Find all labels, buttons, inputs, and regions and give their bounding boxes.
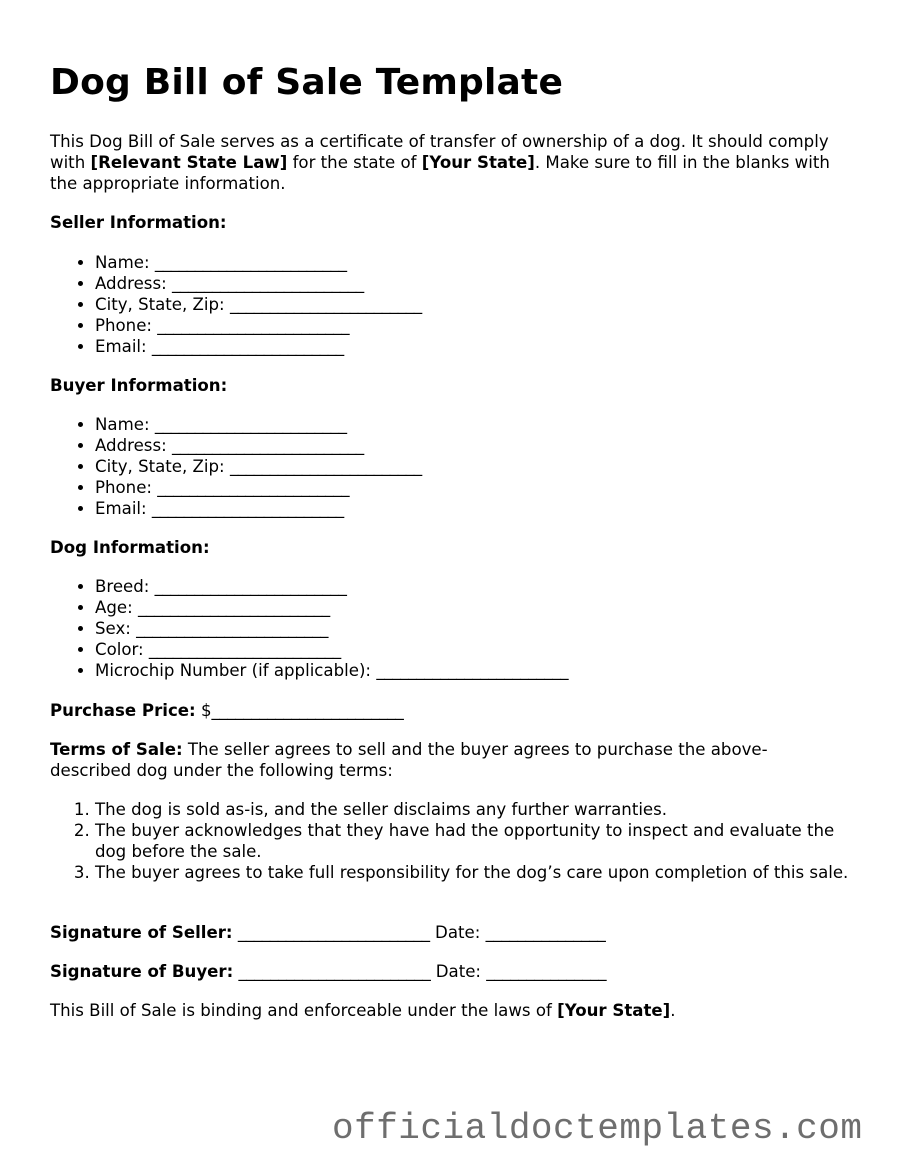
terms-item: 2. The buyer acknowledges that they have had the opportunity to inspect and evaluate the dog before the sale. bbox=[95, 820, 855, 862]
seller-email-field[interactable] bbox=[95, 336, 422, 357]
fill-blank[interactable]: ________________________ bbox=[151, 499, 344, 518]
seller-signature-blank[interactable]: ________________________ bbox=[237, 923, 430, 942]
fill-blank[interactable]: ________________________ bbox=[171, 436, 364, 455]
intro-text-1: This Dog Bill of Sale serves as a certificate of transfer of ownership of a dog. It should comply with bbox=[50, 132, 829, 172]
seller-heading: Seller Information: bbox=[50, 213, 227, 232]
field-label: Age: bbox=[95, 598, 133, 617]
buyer-address-field[interactable] bbox=[95, 435, 422, 456]
intro-paragraph bbox=[50, 131, 860, 194]
fill-blank[interactable]: ________________________ bbox=[137, 598, 330, 617]
dog-sex-field[interactable] bbox=[95, 618, 568, 639]
field-label: City, State, Zip: bbox=[95, 457, 225, 476]
intro-text-2: for the state of bbox=[287, 153, 422, 172]
intro-text-3: . Make sure to fill in the blanks with the appropriate information. bbox=[50, 153, 830, 193]
dog-fields-list bbox=[50, 576, 568, 681]
watermark-text: officialdoctemplates.com bbox=[332, 1108, 863, 1149]
fill-blank[interactable]: ________________________ bbox=[154, 415, 347, 434]
fill-blank[interactable]: ________________________ bbox=[229, 295, 422, 314]
fill-blank[interactable]: ________________________ bbox=[148, 640, 341, 659]
field-label: Sex: bbox=[95, 619, 131, 638]
seller-signature-line bbox=[50, 922, 606, 943]
field-label: Name: bbox=[95, 415, 150, 434]
fill-blank[interactable]: ________________________ bbox=[157, 316, 350, 335]
relevant-state-law-placeholder: [Relevant State Law] bbox=[90, 153, 288, 172]
purchase-price-line bbox=[50, 700, 403, 721]
field-label: Phone: bbox=[95, 478, 152, 497]
terms-item: 3. The buyer agrees to take full responsibility for the dog’s care upon completion of this sale. bbox=[95, 862, 855, 883]
seller-signature-label: Signature of Seller: bbox=[50, 923, 233, 942]
field-label: Address: bbox=[95, 274, 167, 293]
field-label: Breed: bbox=[95, 577, 150, 596]
seller-date-label: Date: bbox=[435, 923, 481, 942]
closing-period: . bbox=[670, 1001, 676, 1020]
terms-item: 1. The dog is sold as-is, and the seller disclaims any further warranties. bbox=[95, 799, 855, 820]
fill-blank[interactable]: ________________________ bbox=[376, 661, 569, 680]
fill-blank[interactable]: ________________________ bbox=[157, 478, 350, 497]
field-label: Email: bbox=[95, 499, 147, 518]
document-title: Dog Bill of Sale Template bbox=[50, 62, 564, 103]
seller-fields-list bbox=[50, 252, 422, 357]
buyer-phone-field[interactable] bbox=[95, 477, 422, 498]
buyer-name-field[interactable] bbox=[95, 414, 422, 435]
fill-blank[interactable]: ________________________ bbox=[229, 457, 422, 476]
closing-statement bbox=[50, 1000, 676, 1021]
buyer-city-state-zip-field[interactable] bbox=[95, 456, 422, 477]
dog-breed-field[interactable] bbox=[95, 576, 568, 597]
buyer-date-blank[interactable]: _______________ bbox=[486, 962, 607, 981]
seller-date-blank[interactable]: _______________ bbox=[485, 923, 606, 942]
field-label: Email: bbox=[95, 337, 147, 356]
field-label: Color: bbox=[95, 640, 144, 659]
dog-heading: Dog Information: bbox=[50, 538, 210, 557]
buyer-heading: Buyer Information: bbox=[50, 376, 228, 395]
dog-color-field[interactable] bbox=[95, 639, 568, 660]
fill-blank[interactable]: ________________________ bbox=[154, 577, 347, 596]
buyer-date-label: Date: bbox=[435, 962, 482, 981]
field-label: Address: bbox=[95, 436, 167, 455]
dog-age-field[interactable] bbox=[95, 597, 568, 618]
your-state-placeholder: [Your State] bbox=[421, 153, 535, 172]
terms-list bbox=[50, 799, 855, 883]
seller-city-state-zip-field[interactable] bbox=[95, 294, 422, 315]
buyer-signature-line bbox=[50, 961, 606, 982]
buyer-signature-label: Signature of Buyer: bbox=[50, 962, 234, 981]
field-label: Name: bbox=[95, 253, 150, 272]
fill-blank[interactable]: ________________________ bbox=[154, 253, 347, 272]
closing-state-placeholder: [Your State] bbox=[557, 1001, 671, 1020]
buyer-signature-blank[interactable]: ________________________ bbox=[238, 962, 431, 981]
terms-paragraph bbox=[50, 739, 840, 781]
terms-label: Terms of Sale: bbox=[50, 740, 183, 759]
field-label: Phone: bbox=[95, 316, 152, 335]
buyer-email-field[interactable] bbox=[95, 498, 422, 519]
field-label: Microchip Number (if applicable): bbox=[95, 661, 372, 680]
purchase-price-label: Purchase Price: bbox=[50, 701, 196, 720]
seller-address-field[interactable] bbox=[95, 273, 422, 294]
fill-blank[interactable]: ________________________ bbox=[136, 619, 329, 638]
purchase-price-blank[interactable]: ________________________ bbox=[211, 701, 404, 720]
terms-text: The seller agrees to sell and the buyer agrees to purchase the above-described dog under the following terms: bbox=[50, 740, 768, 780]
field-label: City, State, Zip: bbox=[95, 295, 225, 314]
currency-symbol: $ bbox=[200, 701, 212, 720]
closing-text: This Bill of Sale is binding and enforceable under the laws of bbox=[50, 1001, 558, 1020]
fill-blank[interactable]: ________________________ bbox=[171, 274, 364, 293]
seller-name-field[interactable] bbox=[95, 252, 422, 273]
seller-phone-field[interactable] bbox=[95, 315, 422, 336]
buyer-fields-list bbox=[50, 414, 422, 519]
fill-blank[interactable]: ________________________ bbox=[151, 337, 344, 356]
dog-microchip-field[interactable] bbox=[95, 660, 568, 681]
